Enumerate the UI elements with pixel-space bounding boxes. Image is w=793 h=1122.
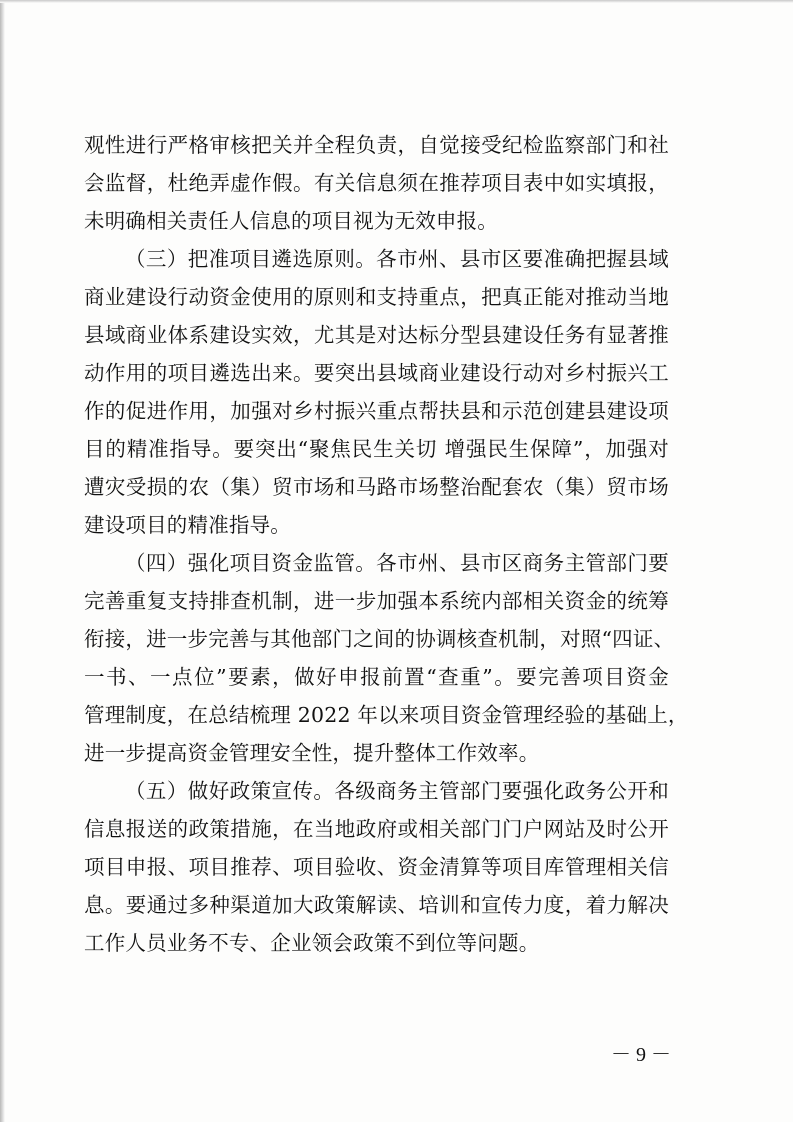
text-line: 观性进行严格审核把关并全程负责，自觉接受纪检监察部门和社 bbox=[84, 133, 669, 157]
text-line: 管理制度，在总结梳理 2022 年以来项目资金管理经验的基础上， bbox=[84, 703, 689, 727]
text-line: 未明确相关责任人信息的项目视为无效申报。 bbox=[84, 209, 498, 233]
text-line: 完善重复支持排查机制，进一步加强本系统内部相关资金的统筹 bbox=[84, 589, 669, 613]
text-line: 工作人员业务不专、企业领会政策不到位等问题。 bbox=[84, 931, 540, 955]
scan-edge-left bbox=[0, 0, 5, 1122]
text-line-paragraph-start: （四）强化项目资金监管。各市州、县市区商务主管部门要 bbox=[125, 551, 669, 575]
text-line: 动作用的项目遴选出来。要突出县域商业建设行动对乡村振兴工 bbox=[84, 361, 669, 385]
text-line: 息。要通过多种渠道加大政策解读、培训和宣传力度，着力解决 bbox=[84, 893, 669, 917]
text-line: 会监督，杜绝弄虚作假。有关信息须在推荐项目表中如实填报， bbox=[84, 171, 669, 195]
text-line: 作的促进作用，加强对乡村振兴重点帮扶县和示范创建县建设项 bbox=[84, 399, 669, 423]
text-line: 信息报送的政策措施，在当地政府或相关部门门户网站及时公开 bbox=[84, 817, 669, 841]
text-line: 进一步提高资金管理安全性，提升整体工作效率。 bbox=[84, 741, 540, 765]
text-line: 目的精准指导。要突出“聚焦民生关切 增强民生保障”，加强对 bbox=[84, 437, 669, 461]
body-text bbox=[84, 126, 689, 962]
text-line: 项目申报、项目推荐、项目验收、资金清算等项目库管理相关信 bbox=[84, 855, 669, 879]
text-line-paragraph-start: （五）做好政策宣传。各级商务主管部门要强化政务公开和 bbox=[125, 779, 669, 803]
scan-edge-top bbox=[0, 0, 793, 3]
text-line: 衔接，进一步完善与其他部门之间的协调核查机制，对照“四证、 bbox=[84, 627, 675, 651]
text-line: 商业建设行动资金使用的原则和支持重点，把真正能对推动当地 bbox=[84, 285, 669, 309]
text-line: 遭灾受损的农（集）贸市场和马路市场整治配套农（集）贸市场 bbox=[84, 475, 669, 499]
text-line: 一书、一点位”要素，做好申报前置“查重”。要完善项目资金 bbox=[84, 665, 669, 689]
page-number: － 9 － bbox=[611, 1044, 671, 1066]
text-line: 建设项目的精准指导。 bbox=[84, 513, 291, 537]
text-line: 县域商业体系建设实效，尤其是对达标分型县建设任务有显著推 bbox=[84, 323, 669, 347]
text-line-paragraph-start: （三）把准项目遴选原则。各市州、县市区要准确把握县域 bbox=[125, 247, 669, 271]
